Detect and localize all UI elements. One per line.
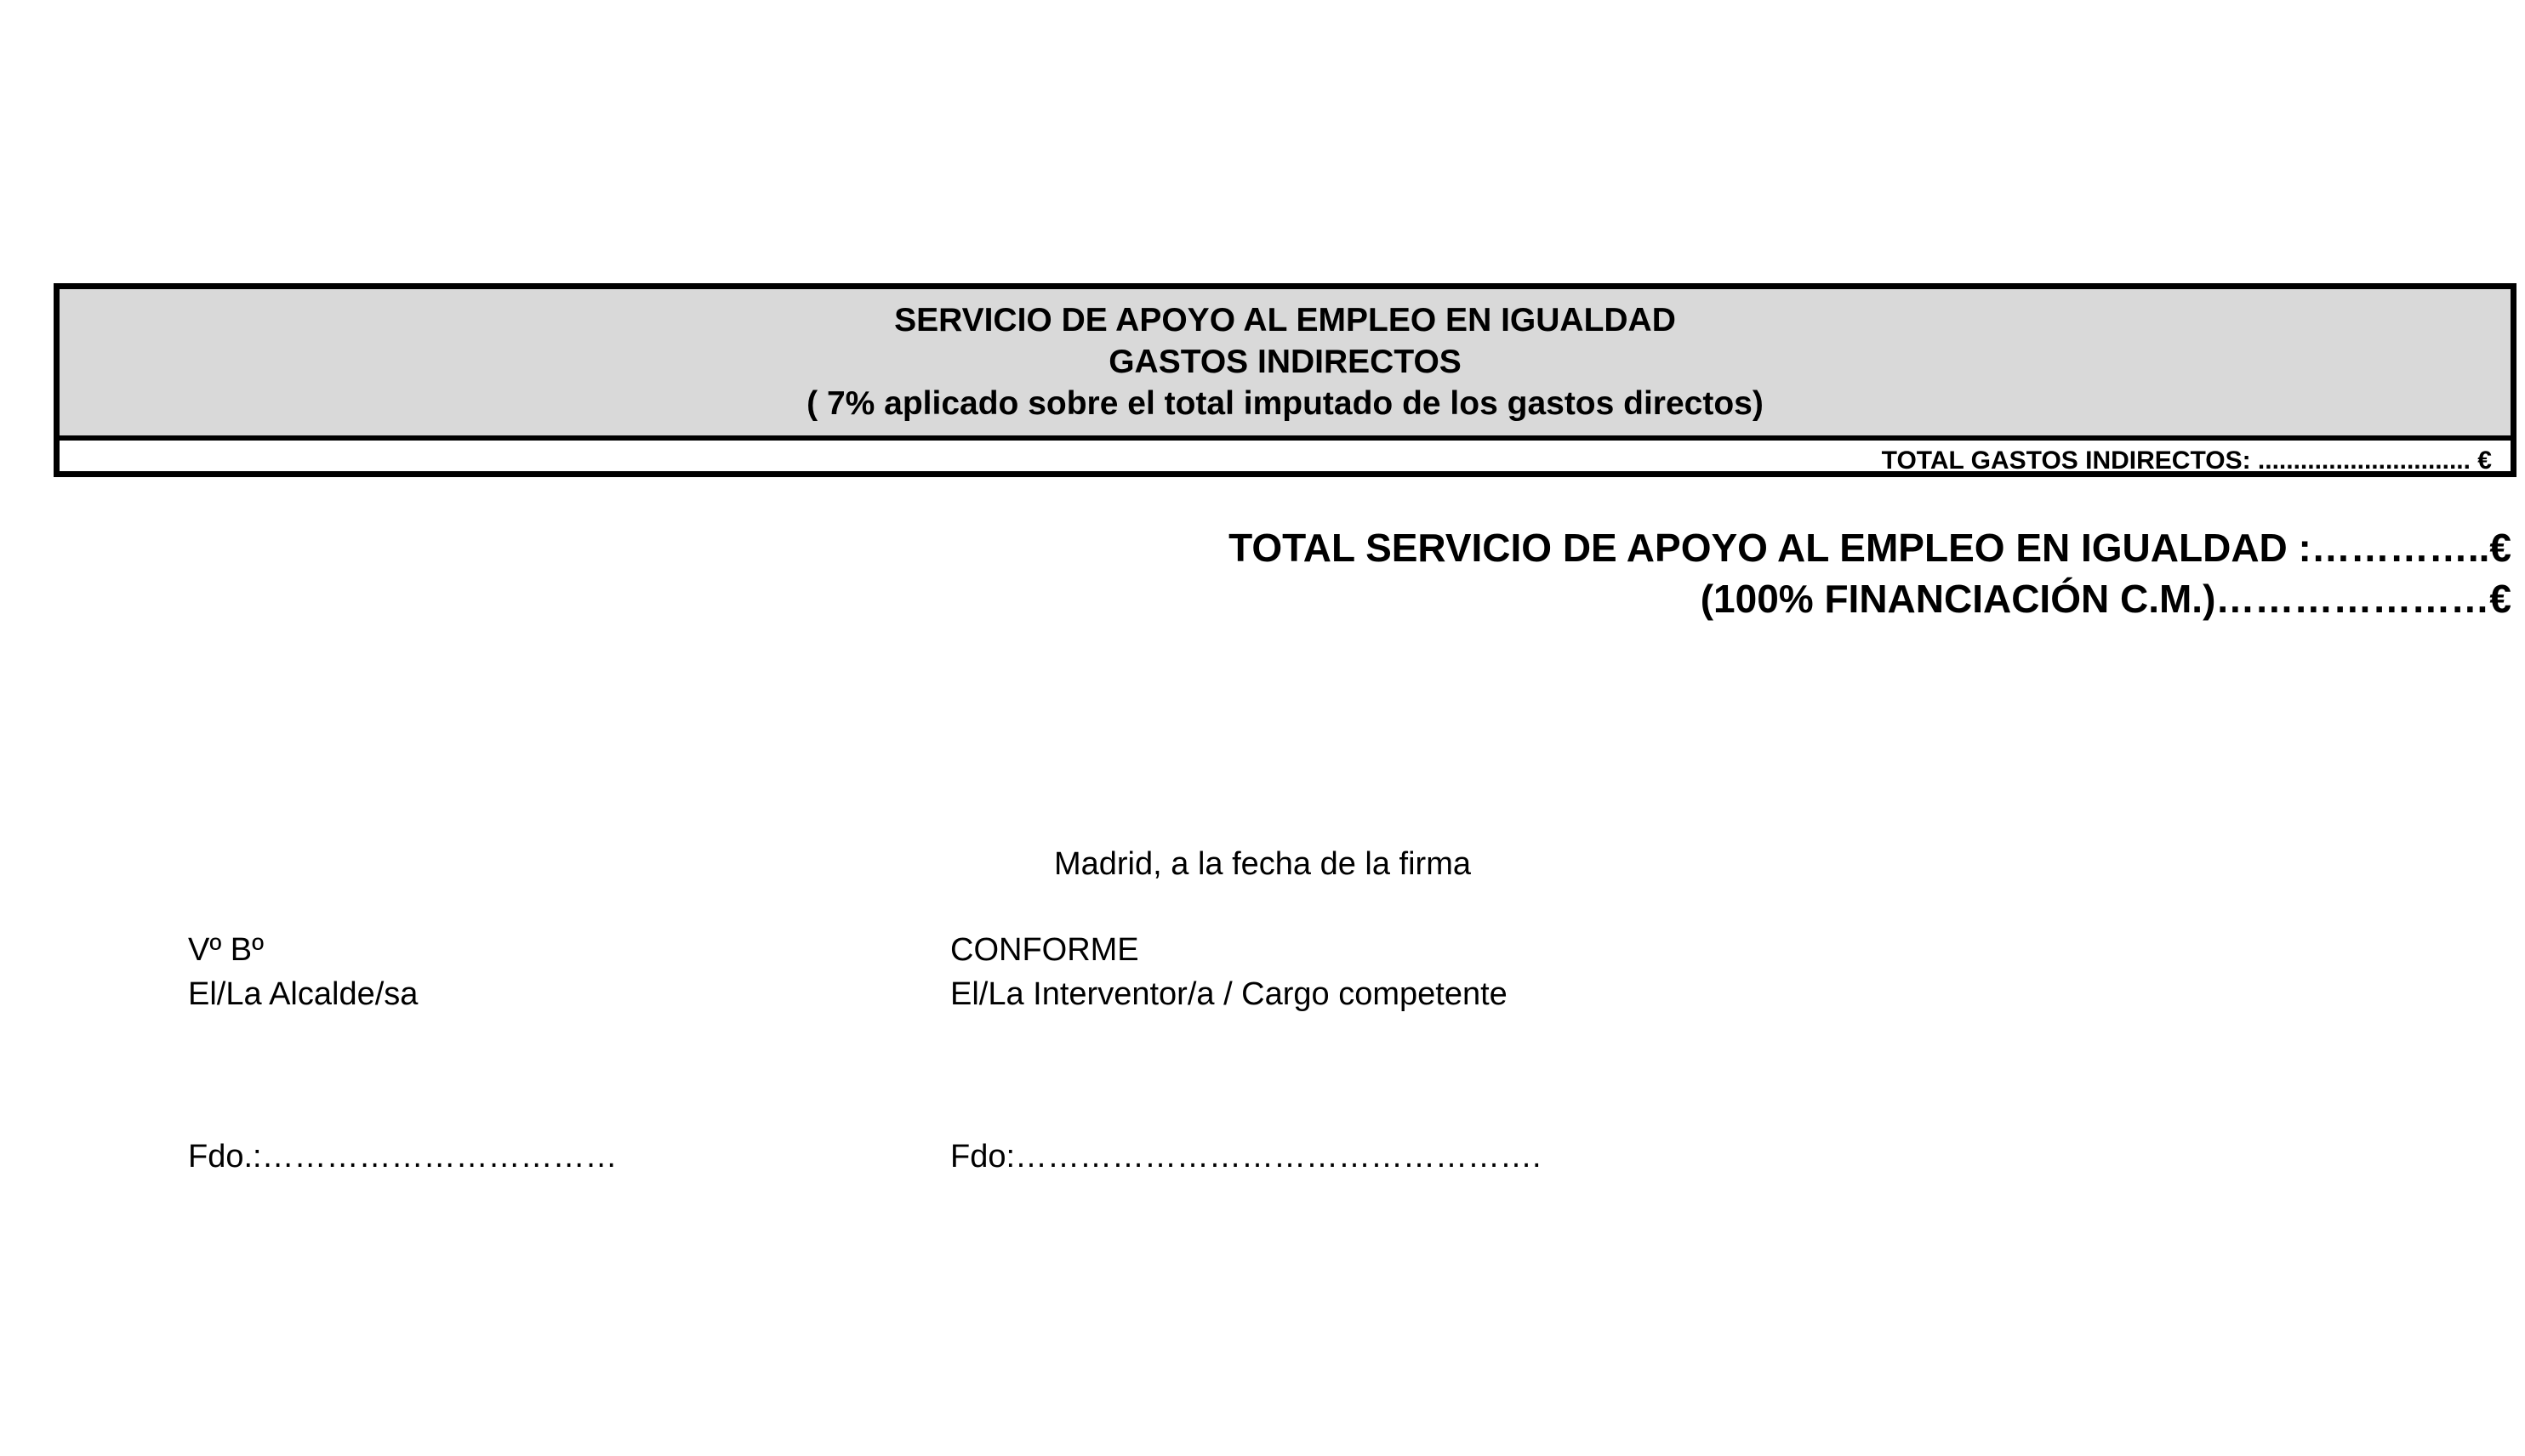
signature-role: El/La Interventor/a / Cargo competente xyxy=(950,976,1508,1012)
place-date: Madrid, a la fecha de la firma xyxy=(1053,846,1471,882)
section-note: ( 7% aplicado sobre el total imputado de los gastos directos) xyxy=(807,385,1764,422)
signature-line: Fdo.:…………………………… xyxy=(188,1139,618,1174)
financing-total: (100% FINANCIACIÓN C.M.)…………………€ xyxy=(1700,577,2511,621)
indirect-costs-section xyxy=(54,283,2516,477)
signature-block-controller xyxy=(950,928,1542,1174)
signature-heading: Vº Bº xyxy=(188,932,265,968)
signature-role: El/La Alcalde/sa xyxy=(188,976,419,1012)
section-subtitle: GASTOS INDIRECTOS xyxy=(1109,344,1462,380)
signature-line: Fdo:…………………………………………. xyxy=(950,1139,1542,1174)
signature-heading: CONFORME xyxy=(950,932,1139,968)
grand-totals xyxy=(1228,522,2511,624)
indirect-costs-total: TOTAL GASTOS INDIRECTOS: .............................. € xyxy=(1881,446,2492,475)
signature-block-mayor xyxy=(188,928,618,1174)
section-title: SERVICIO DE APOYO AL EMPLEO EN IGUALDAD xyxy=(894,302,1676,338)
section-header xyxy=(60,289,2511,441)
service-total: TOTAL SERVICIO DE APOYO AL EMPLEO EN IGUALDAD :…………..€ xyxy=(1228,526,2511,570)
